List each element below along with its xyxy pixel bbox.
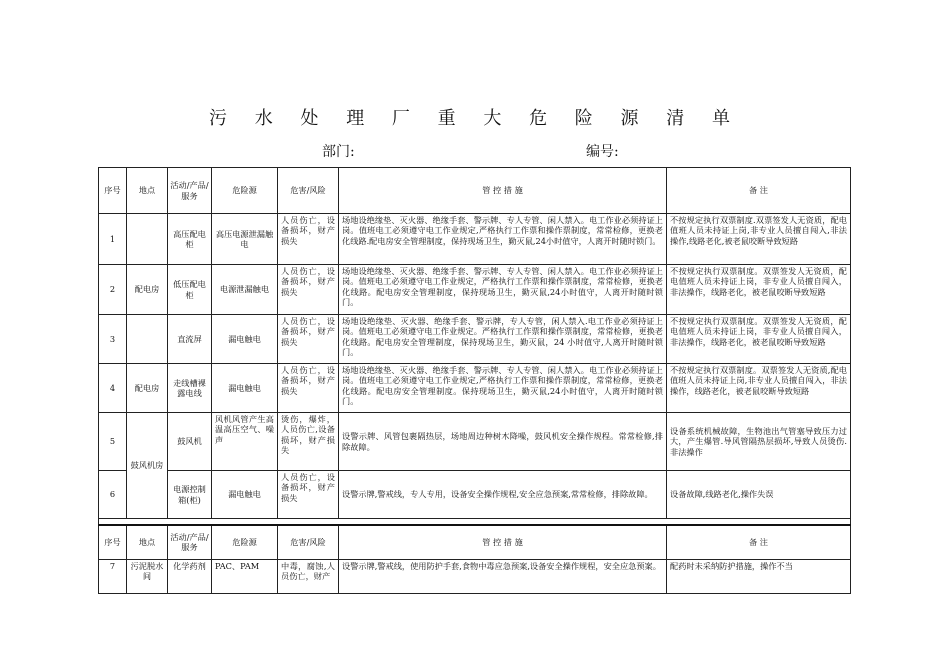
row-seq: 6 [99, 471, 127, 519]
row-risk: 人员伤亡，设备损坏，财产损失 [278, 265, 339, 315]
table-row [99, 559, 851, 593]
table-row [99, 471, 851, 519]
row-control: 场地设绝缘垫、灭火器、绝缘手套、警示牌，专人专管，闲人禁入.电工作业必须持证上岗。值班电工必须遵守电工作业规定。严格执行工作票和操作票制度，常常检修，更换老化线路。配电房安全管理制度，保持现场卫生，勤灭鼠，24 小时值守,人离开时随时锁门。 [339, 315, 667, 364]
table-row [99, 364, 851, 413]
row-hazard: PAC、PAM [212, 559, 278, 593]
row-remarks: 不按规定执行双票制度.双票签发人无资质，配电值班人员未持证上岗,非专业人员擅自闯入,非法操作,线路老化,被老鼠咬断导致短路 [667, 214, 851, 265]
table-header-row [99, 168, 851, 214]
header-seq: 序号 [99, 168, 127, 214]
row-risk: 烫伤，爆炸，人员伤亡,设备损坏，财产损失 [278, 413, 339, 471]
row-control: 场地设绝缘垫、灭火器、绝缘手套、警示牌、专人专管、闲人禁入。电工作业必须持证上岗。值班电工必须遵守电工作业规定,严格执行工作票和操作票制度，常常检修，更换老化线路.配电房安全管理制度，保持现场卫生，勤灭鼠,24小时值守，人离开时随时锁门。 [339, 214, 667, 265]
row-seq: 3 [99, 315, 127, 364]
row-control: 设警示牌、风管包裹隔热层，场地周边种树木降噪，鼓风机安全操作规程。常常检修,排除故障。 [339, 413, 667, 471]
row-remarks: 设备故障,线路老化,操作失误 [667, 471, 851, 519]
row-location: 配电房 [127, 364, 168, 413]
row-location: 配电房 [127, 265, 168, 315]
row-control: 设警示牌,警戒线，专人专用，设备安全操作规程,安全应急预案,常常检修，排除故障。 [339, 471, 667, 519]
header-control: 管 控 措 施 [339, 168, 667, 214]
row-seq: 1 [99, 214, 127, 265]
row-seq: 2 [99, 265, 127, 315]
row-control: 设警示牌,警戒线，使用防护手套,食物中毒应急预案,设备安全操作规程，安全应急预案。 [339, 559, 667, 593]
table-row [99, 265, 851, 315]
row-risk: 人员伤亡，设备损坏，财产损失 [278, 364, 339, 413]
row-activity: 走线槽裸露电线 [168, 364, 212, 413]
row-remarks: 设备系统机械故障，生物池出气管塞导致压力过大，产生爆管.导风管隔热层损坏,导致人员烫伤.非法操作 [667, 413, 851, 471]
row-remarks: 不按规定执行双票制度。双票签发人无资质,配电值班人员未持证上岗,非专业人员擅自闯入，非法操作，线路老化，被老鼠咬断导致短路 [667, 364, 851, 413]
document-title: 污 水 处 理 厂 重 大 危 险 源 清 单 [209, 108, 741, 129]
header-risk: 危害/风险 [278, 525, 339, 559]
row-risk: 人员伤亡，设备损坏，财产损失 [278, 471, 339, 519]
row-location [127, 214, 168, 265]
row-activity: 化学药剂 [168, 559, 212, 593]
header-hazard: 危险源 [212, 168, 278, 214]
row-seq: 7 [99, 559, 127, 593]
header-control: 管 控 措 施 [339, 525, 667, 559]
department-label: 部门: [322, 144, 355, 160]
row-seq: 4 [99, 364, 127, 413]
row-location [127, 315, 168, 364]
row-control: 场地设绝缘垫、灭火器、绝缘手套、警示牌、专人专管、闲人禁入。电工作业必须持证上岗。值班电工必须遵守电工作业规定,严格执行工作票和操作票制度，常常检修，更换老化线路。配电房安全管理制度。保持现场卫生，勤灭鼠,24小时值守，人离开时随时锁门。 [339, 364, 667, 413]
number-label: 编号: [586, 144, 619, 160]
row-activity: 低压配电柜 [168, 265, 212, 315]
row-remarks: 不按规定执行双票制度。双票签发人无资质，配电值班人员未持证上岗，非专业人员擅自闯入，非法操作，线路老化，被老鼠咬断导致短路 [667, 265, 851, 315]
table-header-row [99, 525, 851, 559]
table-row [99, 315, 851, 364]
header-risk: 危害/风险 [278, 168, 339, 214]
row-hazard: 高压电源泄漏触电 [212, 214, 278, 265]
row-risk: 人员伤亡，设备损坏，财产损失 [278, 214, 339, 265]
row-remarks: 配药时未采纳防护措施，操作不当 [667, 559, 851, 593]
header-location: 地点 [127, 168, 168, 214]
header-remarks: 备 注 [667, 525, 851, 559]
hazard-table [98, 167, 851, 594]
row-control: 场地设绝缘垫、灭火器、绝缘手套、警示牌、专人专管、闲人禁入。电工作业必须持证上岗。值班电工必须遵守电工作业规定，严格执行工作票和操作票制度，常常检修，更换老化线路。配电房安全管理制度，保持现场卫生，勤灭鼠,24小时值守，人离开时随时锁门。 [339, 265, 667, 315]
row-seq: 5 [99, 413, 127, 471]
row-hazard: 漏电触电 [212, 315, 278, 364]
row-hazard: 风机风管产生高温高压空气、噪声 [212, 413, 278, 471]
row-location: 鼓风机房 [127, 413, 168, 519]
header-activity: 活动/产品/服务 [168, 525, 212, 559]
row-risk: 中毒，腐蚀,人员伤亡，财产 [278, 559, 339, 593]
header-seq: 序号 [99, 525, 127, 559]
header-remarks: 备 注 [667, 168, 851, 214]
row-activity: 高压配电柜 [168, 214, 212, 265]
header-activity: 活动/产品/服务 [168, 168, 212, 214]
row-hazard: 漏电触电 [212, 364, 278, 413]
row-remarks: 不按规定执行双票制度。双票签发人无资质，配电值班人员未持证上岗，非专业人员擅自闯入，非法操作，线路老化，被老鼠咬断导致短路 [667, 315, 851, 364]
row-hazard: 漏电触电 [212, 471, 278, 519]
header-location: 地点 [127, 525, 168, 559]
table-row [99, 413, 851, 471]
row-activity: 直流屏 [168, 315, 212, 364]
row-activity: 电源控制箱(柜) [168, 471, 212, 519]
row-location: 污泥脱水间 [127, 559, 168, 593]
row-risk: 人员伤亡，设备损坏，财产损失 [278, 315, 339, 364]
row-hazard: 电源泄漏触电 [212, 265, 278, 315]
header-hazard: 危险源 [212, 525, 278, 559]
table-row [99, 214, 851, 265]
row-activity: 鼓风机 [168, 413, 212, 471]
